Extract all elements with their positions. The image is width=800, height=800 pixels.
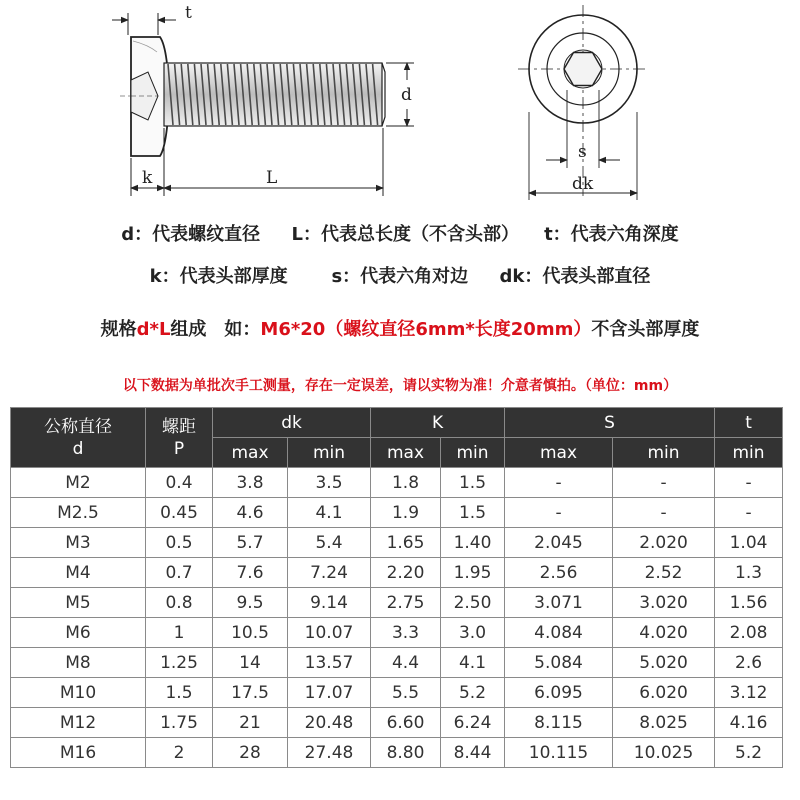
spec-example-value: M6*20（螺纹直径6mm*长度20mm） bbox=[260, 319, 592, 340]
spec-note: 不含头部厚度 bbox=[591, 319, 700, 340]
cell-p: 0.45 bbox=[146, 498, 213, 528]
cell-p: 0.8 bbox=[146, 588, 213, 618]
cell-s-min: 4.020 bbox=[613, 618, 715, 648]
legend-L: L：代表总长度（不含头部） bbox=[291, 224, 519, 245]
cell-s-min: 10.025 bbox=[613, 738, 715, 768]
col-k-header: K bbox=[371, 408, 505, 438]
cell-p: 0.5 bbox=[146, 528, 213, 558]
cell-k-min: 1.95 bbox=[441, 558, 505, 588]
cell-dk-min: 5.4 bbox=[288, 528, 371, 558]
cell-dk-max: 4.6 bbox=[213, 498, 288, 528]
cell-k-max: 3.3 bbox=[371, 618, 441, 648]
table-row bbox=[11, 468, 783, 498]
col-diameter-header: 公称直径 d bbox=[11, 408, 146, 468]
t-dimension-label: t bbox=[185, 3, 192, 23]
col-pitch-header: 螺距 P bbox=[146, 408, 213, 468]
cell-p: 0.4 bbox=[146, 468, 213, 498]
legend-dk: dk：代表头部直径 bbox=[499, 266, 651, 287]
cell-p: 1.25 bbox=[146, 648, 213, 678]
cell-dk-min: 13.57 bbox=[288, 648, 371, 678]
cell-s-max: 6.095 bbox=[505, 678, 613, 708]
cell-k-max: 1.65 bbox=[371, 528, 441, 558]
cell-d: M8 bbox=[11, 648, 146, 678]
cell-p: 1 bbox=[146, 618, 213, 648]
cell-dk-max: 3.8 bbox=[213, 468, 288, 498]
cell-k-min: 1.5 bbox=[441, 498, 505, 528]
col-t-header: t bbox=[715, 408, 783, 438]
cell-k-max: 2.20 bbox=[371, 558, 441, 588]
cell-dk-max: 28 bbox=[213, 738, 288, 768]
table-row bbox=[11, 618, 783, 648]
cell-s-max: 8.115 bbox=[505, 708, 613, 738]
spec-prefix: 规格 bbox=[100, 319, 137, 340]
d-dimension-label: d bbox=[401, 85, 412, 105]
cell-k-min: 6.24 bbox=[441, 708, 505, 738]
cell-s-max: - bbox=[505, 468, 613, 498]
cell-d: M10 bbox=[11, 678, 146, 708]
cell-dk-max: 5.7 bbox=[213, 528, 288, 558]
table-row bbox=[11, 708, 783, 738]
cell-p: 1.5 bbox=[146, 678, 213, 708]
cell-s-min: 3.020 bbox=[613, 588, 715, 618]
cell-k-min: 2.50 bbox=[441, 588, 505, 618]
cell-p: 2 bbox=[146, 738, 213, 768]
dk-min-header: min bbox=[288, 438, 371, 468]
cell-t-min: - bbox=[715, 498, 783, 528]
cell-dk-max: 14 bbox=[213, 648, 288, 678]
table-row bbox=[11, 678, 783, 708]
k-dimension-label: k bbox=[142, 168, 153, 188]
cell-t-min: 1.04 bbox=[715, 528, 783, 558]
screw-drawings bbox=[0, 0, 800, 210]
s-dimension-label: s bbox=[578, 142, 587, 162]
cell-d: M6 bbox=[11, 618, 146, 648]
cell-dk-min: 4.1 bbox=[288, 498, 371, 528]
dk-max-header: max bbox=[213, 438, 288, 468]
cell-s-min: - bbox=[613, 498, 715, 528]
cell-p: 1.75 bbox=[146, 708, 213, 738]
legend-s: s：代表六角对边 bbox=[331, 266, 469, 287]
table-header-row-1 bbox=[11, 408, 783, 438]
screw-end-view bbox=[518, 5, 648, 200]
table-row bbox=[11, 528, 783, 558]
L-dimension-label: L bbox=[266, 168, 278, 188]
cell-t-min: 5.2 bbox=[715, 738, 783, 768]
legend-line-2 bbox=[0, 262, 800, 288]
cell-d: M3 bbox=[11, 528, 146, 558]
cell-t-min: 4.16 bbox=[715, 708, 783, 738]
cell-s-max: 5.084 bbox=[505, 648, 613, 678]
cell-s-max: 2.56 bbox=[505, 558, 613, 588]
screw-side-view bbox=[112, 3, 414, 196]
spec-example bbox=[0, 315, 800, 341]
col-dk-header: dk bbox=[213, 408, 371, 438]
cell-s-max: 10.115 bbox=[505, 738, 613, 768]
spec-suffix: 组成 如： bbox=[170, 319, 261, 340]
cell-s-min: 6.020 bbox=[613, 678, 715, 708]
table-row bbox=[11, 648, 783, 678]
cell-k-min: 3.0 bbox=[441, 618, 505, 648]
table-row bbox=[11, 498, 783, 528]
s-max-header: max bbox=[505, 438, 613, 468]
s-min-header: min bbox=[613, 438, 715, 468]
cell-s-min: 5.020 bbox=[613, 648, 715, 678]
cell-d: M4 bbox=[11, 558, 146, 588]
cell-d: M16 bbox=[11, 738, 146, 768]
cell-dk-min: 7.24 bbox=[288, 558, 371, 588]
cell-s-min: 8.025 bbox=[613, 708, 715, 738]
cell-k-max: 6.60 bbox=[371, 708, 441, 738]
cell-k-min: 1.5 bbox=[441, 468, 505, 498]
cell-t-min: 1.3 bbox=[715, 558, 783, 588]
cell-t-min: - bbox=[715, 468, 783, 498]
cell-k-max: 5.5 bbox=[371, 678, 441, 708]
cell-d: M12 bbox=[11, 708, 146, 738]
cell-k-min: 8.44 bbox=[441, 738, 505, 768]
cell-s-max: - bbox=[505, 498, 613, 528]
cell-s-max: 2.045 bbox=[505, 528, 613, 558]
cell-t-min: 2.6 bbox=[715, 648, 783, 678]
cell-d: M5 bbox=[11, 588, 146, 618]
cell-k-max: 1.8 bbox=[371, 468, 441, 498]
k-min-header: min bbox=[441, 438, 505, 468]
cell-dk-min: 3.5 bbox=[288, 468, 371, 498]
cell-k-max: 2.75 bbox=[371, 588, 441, 618]
cell-dk-max: 10.5 bbox=[213, 618, 288, 648]
legend-t: t：代表六角深度 bbox=[544, 224, 679, 245]
cell-k-min: 1.40 bbox=[441, 528, 505, 558]
cell-dk-min: 17.07 bbox=[288, 678, 371, 708]
spec-format: d*L bbox=[136, 319, 171, 340]
cell-dk-min: 27.48 bbox=[288, 738, 371, 768]
cell-dk-min: 20.48 bbox=[288, 708, 371, 738]
cell-k-min: 5.2 bbox=[441, 678, 505, 708]
cell-d: M2.5 bbox=[11, 498, 146, 528]
cell-s-min: - bbox=[613, 468, 715, 498]
table-row bbox=[11, 558, 783, 588]
measurement-notice: 以下数据为单批次手工测量，存在一定误差，请以实物为准！介意者慎拍。（单位：mm） bbox=[122, 378, 678, 394]
cell-dk-max: 7.6 bbox=[213, 558, 288, 588]
cell-k-max: 8.80 bbox=[371, 738, 441, 768]
cell-t-min: 3.12 bbox=[715, 678, 783, 708]
cell-dk-min: 9.14 bbox=[288, 588, 371, 618]
cell-k-max: 1.9 bbox=[371, 498, 441, 528]
cell-dk-max: 17.5 bbox=[213, 678, 288, 708]
cell-d: M2 bbox=[11, 468, 146, 498]
cell-p: 0.7 bbox=[146, 558, 213, 588]
legend-d: d：代表螺纹直径 bbox=[121, 224, 261, 245]
legend-k: k：代表头部厚度 bbox=[149, 266, 288, 287]
cell-s-max: 4.084 bbox=[505, 618, 613, 648]
k-max-header: max bbox=[371, 438, 441, 468]
table-body bbox=[11, 468, 783, 768]
col-s-header: S bbox=[505, 408, 715, 438]
cell-k-min: 4.1 bbox=[441, 648, 505, 678]
dimension-table bbox=[10, 407, 783, 768]
cell-t-min: 2.08 bbox=[715, 618, 783, 648]
table-row bbox=[11, 738, 783, 768]
cell-dk-max: 21 bbox=[213, 708, 288, 738]
cell-dk-min: 10.07 bbox=[288, 618, 371, 648]
legend-line-1 bbox=[0, 220, 800, 246]
cell-k-max: 4.4 bbox=[371, 648, 441, 678]
t-min-header: min bbox=[715, 438, 783, 468]
cell-t-min: 1.56 bbox=[715, 588, 783, 618]
table-row bbox=[11, 588, 783, 618]
cell-s-max: 3.071 bbox=[505, 588, 613, 618]
cell-s-min: 2.52 bbox=[613, 558, 715, 588]
cell-dk-max: 9.5 bbox=[213, 588, 288, 618]
cell-s-min: 2.020 bbox=[613, 528, 715, 558]
dk-dimension-label: dk bbox=[572, 174, 594, 194]
